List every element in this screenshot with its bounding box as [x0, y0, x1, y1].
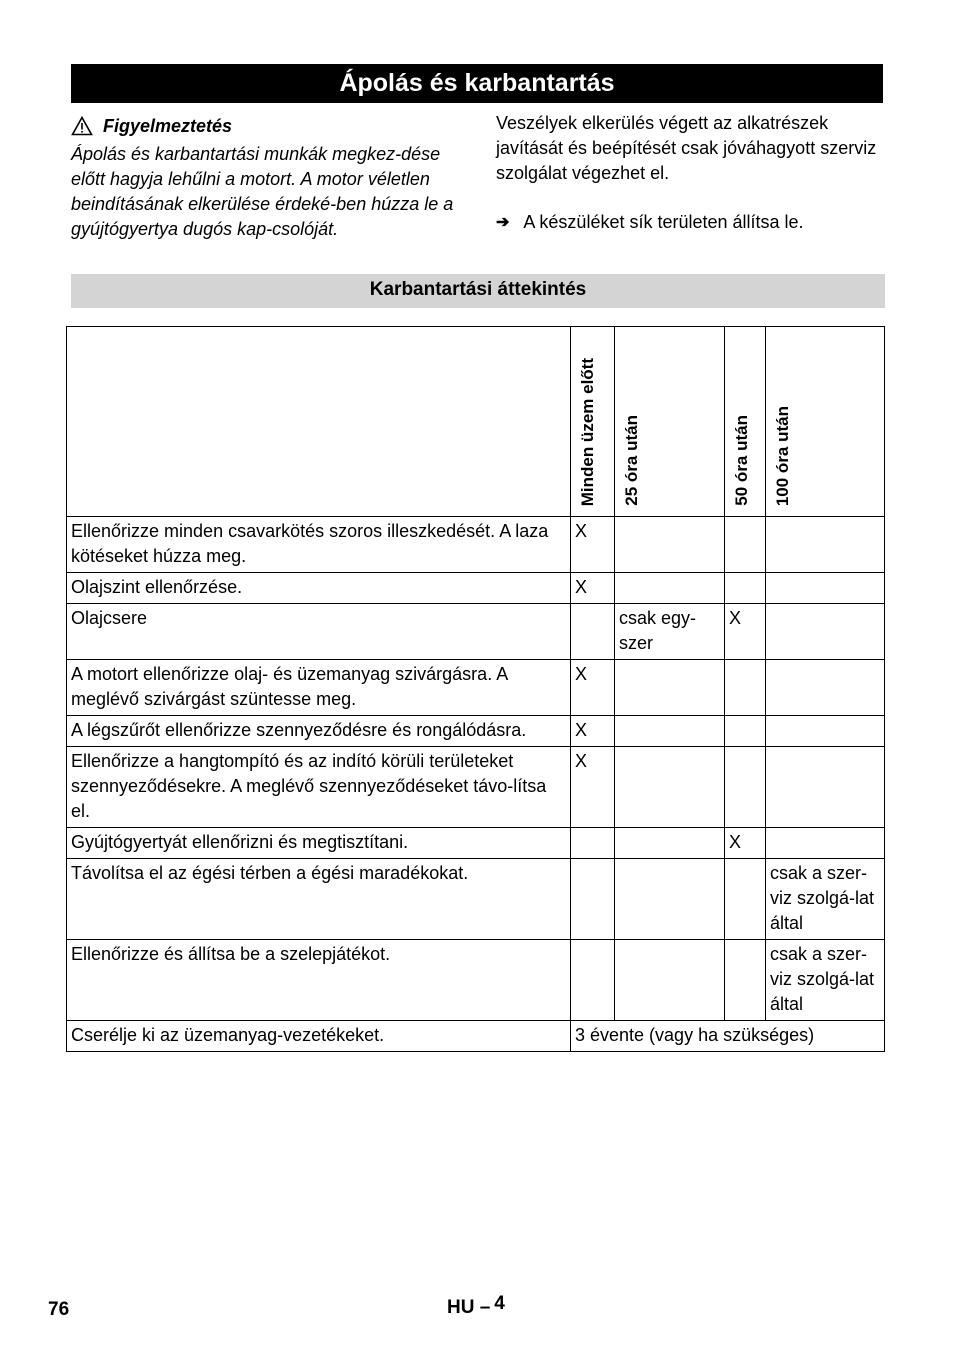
task-cell: Gyújtógyertyát ellenőrizni és megtisztítani. [67, 828, 571, 859]
cell-25-hours [615, 517, 725, 573]
cell-50-hours [725, 747, 766, 828]
cell-100-hours [766, 716, 885, 747]
header-50-hours: 50 óra után [725, 327, 766, 517]
table-row [67, 859, 885, 940]
task-cell: Távolítsa el az égési térben a égési maradékokat. [67, 859, 571, 940]
cell-before-each-use: X [571, 517, 615, 573]
cell-100-hours [766, 604, 885, 660]
cell-100-hours [766, 573, 885, 604]
arrow-right-icon: ➔ [496, 214, 510, 231]
cell-100-hours [766, 747, 885, 828]
cell-25-hours [615, 940, 725, 1021]
cell-100-hours [766, 828, 885, 859]
header-before-each-use: Minden üzem előtt [571, 327, 615, 517]
instruction-text: A készüléket sík területen állítsa le. [523, 212, 804, 232]
page-title: Ápolás és karbantartás [71, 64, 883, 103]
task-cell: Ellenőrizze a hangtompító és az indító körüli területeket szennyeződésekre. A meglévő szennyeződéseket távo-lítsa el. [67, 747, 571, 828]
cell-before-each-use [571, 828, 615, 859]
footer-lang: HU – [447, 1297, 491, 1318]
table-row [67, 716, 885, 747]
cell-before-each-use: X [571, 716, 615, 747]
task-cell: Ellenőrizze minden csavarkötés szoros illeszkedését. A laza kötéseket húzza meg. [67, 517, 571, 573]
footer-subpage: 4 [494, 1293, 505, 1314]
warning-heading [71, 114, 232, 138]
table-row [67, 940, 885, 1021]
cell-50-hours [725, 660, 766, 716]
task-cell: A légszűrőt ellenőrizze szennyeződésre és rongálódásra. [67, 716, 571, 747]
maintenance-table [66, 326, 885, 1052]
table-row [67, 747, 885, 828]
page-number: 76 [48, 1299, 70, 1320]
warning-triangle-icon [71, 116, 93, 136]
table-row [67, 1021, 885, 1052]
cell-100-hours [766, 517, 885, 573]
cell-25-hours [615, 828, 725, 859]
header-100-hours: 100 óra után [766, 327, 885, 517]
header-task [67, 327, 571, 517]
cell-25-hours: csak egy-szer [615, 604, 725, 660]
instruction-bullet [496, 210, 804, 235]
table-row [67, 604, 885, 660]
task-cell: Ellenőrizze és állítsa be a szelepjátékot. [67, 940, 571, 1021]
table-row [67, 573, 885, 604]
cell-before-each-use: X [571, 747, 615, 828]
cell-100-hours: csak a szer-viz szolgá-lat által [766, 940, 885, 1021]
cell-50-hours: X [725, 604, 766, 660]
table-header-row [67, 327, 885, 517]
cell-50-hours [725, 716, 766, 747]
warning-text: Ápolás és karbantartási munkák megkez-dése előtt hagyja lehűlni a motort. A motor véletlen beindításának elkerülése érdeké-ben húzza le a gyújtógyertya dugós kap-csolóját. [71, 144, 454, 239]
cell-100-hours [766, 660, 885, 716]
cell-before-each-use: X [571, 660, 615, 716]
cell-25-hours [615, 859, 725, 940]
cell-50-hours: X [725, 828, 766, 859]
cell-50-hours [725, 940, 766, 1021]
cell-50-hours [725, 517, 766, 573]
cell-before-each-use [571, 859, 615, 940]
task-cell: Olajszint ellenőrzése. [67, 573, 571, 604]
cell-before-each-use [571, 940, 615, 1021]
task-cell: A motort ellenőrizze olaj- és üzemanyag szivárgásra. A meglévő szivárgást szüntesse meg. [67, 660, 571, 716]
table-row [67, 660, 885, 716]
cell-25-hours [615, 573, 725, 604]
cell-50-hours [725, 573, 766, 604]
table-row [67, 828, 885, 859]
interval-span-cell: 3 évente (vagy ha szükséges) [571, 1021, 885, 1052]
footer-section-label [447, 1293, 505, 1319]
task-cell: Olajcsere [67, 604, 571, 660]
section-title: Karbantartási áttekintés [71, 274, 885, 308]
warning-heading-label: Figyelmeztetés [103, 116, 233, 136]
cell-25-hours [615, 747, 725, 828]
cell-50-hours [725, 859, 766, 940]
cell-100-hours: csak a szer-viz szolgá-lat által [766, 859, 885, 940]
header-25-hours: 25 óra után [615, 327, 725, 517]
cell-before-each-use [571, 604, 615, 660]
cell-25-hours [615, 660, 725, 716]
task-cell: Cserélje ki az üzemanyag-vezetékeket. [67, 1021, 571, 1052]
table-row [67, 517, 885, 573]
right-paragraph: Veszélyek elkerülés végett az alkatrészek javítását és beépítését csak jóváhagyott szerviz szolgálat végezhet el. [496, 113, 877, 183]
cell-25-hours [615, 716, 725, 747]
cell-before-each-use: X [571, 573, 615, 604]
